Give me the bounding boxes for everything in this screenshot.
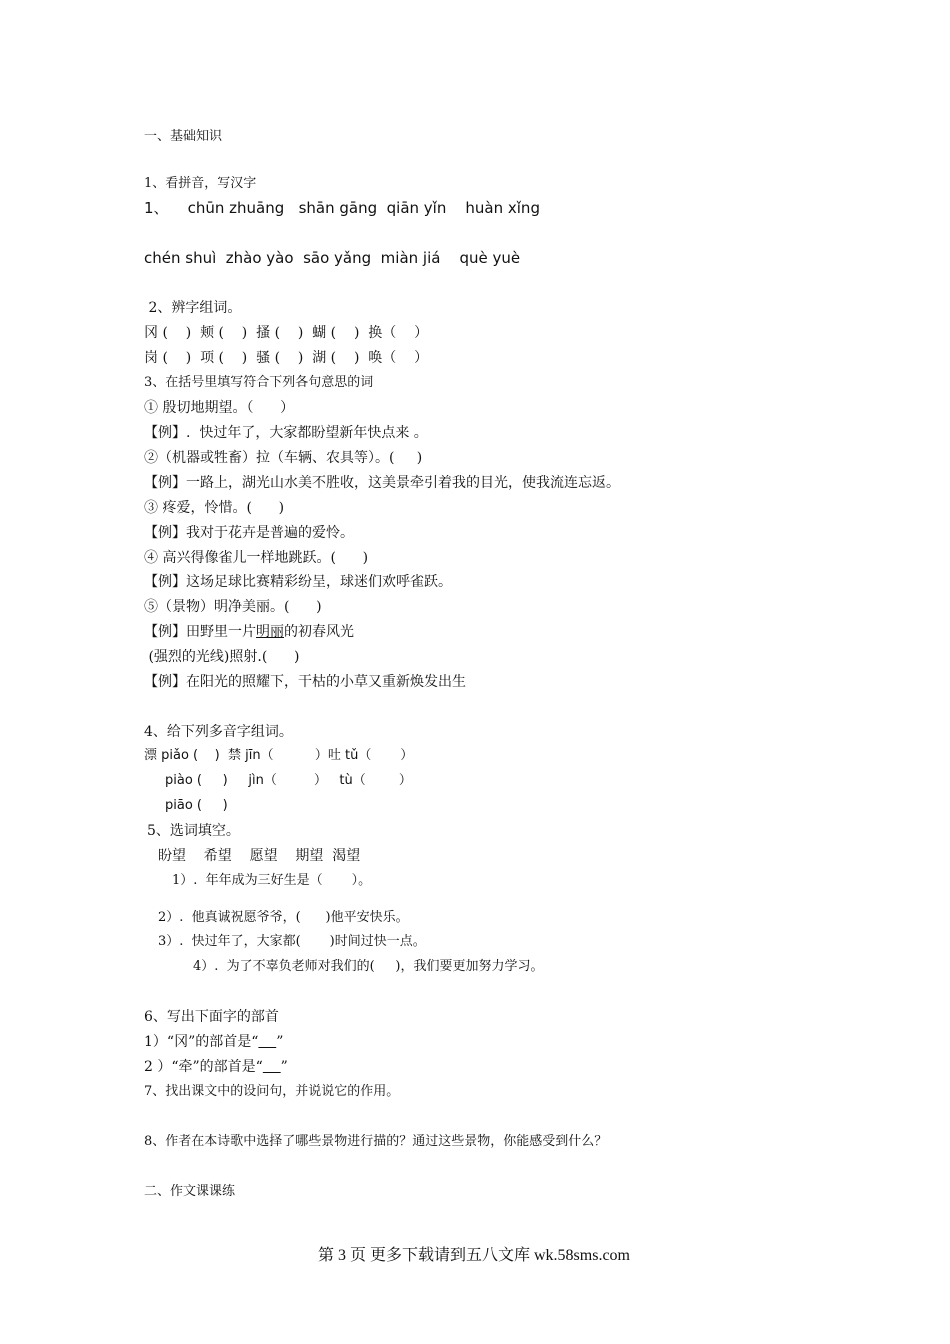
q3-def-2: ②（机器或牲畜）拉（车辆、农具等）。( ) [144, 450, 423, 466]
q3-def-1: ① 殷切地期望。（ ） [144, 400, 295, 416]
q6-line-2-close-quote: ” [280, 1059, 288, 1075]
q6-line-2 [144, 1060, 288, 1074]
q4-title: 4、给下列多音字组词。 [144, 724, 293, 740]
q5-sentence-1: 1）. 年年成为三好生是（ ）。 [172, 873, 372, 888]
q6-title: 6、写出下面字的部首 [144, 1009, 279, 1025]
q4-row-2: piào ( ) jìn（ ） tù（ ） [165, 773, 412, 788]
page-footer: 第 3 页 更多下载请到五八文库 wk.58sms.com [318, 1247, 631, 1264]
q3-title: 3、在括号里填写符合下列各句意思的词 [144, 375, 374, 390]
q3-def-6: (强烈的光线)照射.( ) [144, 649, 300, 665]
q6-line-2-text: 2 ）“牵”的部首是“ [144, 1059, 263, 1075]
q5-sentence-3: 3）. 快过年了，大家都( )时间过快一点。 [158, 934, 426, 949]
q8: 8、作者在本诗歌中选择了哪些景物进行描的？通过这些景物，你能感受到什么？ [144, 1134, 608, 1149]
q3-example-1: 【例】. 快过年了，大家都盼望新年快点来 。 [144, 425, 428, 441]
q5-sentence-4: 4）. 为了不辜负老师对我们的( )，我们要更加努力学习。 [193, 959, 544, 974]
section-1-title: 一、基础知识 [144, 129, 223, 144]
q5-title: 5、选词填空。 [147, 823, 240, 839]
q2-row-1: 冈 ( ) 颊 ( ) 搔 ( ) 蝴 ( ) 换（ ） [144, 325, 429, 341]
q3-example-5-pre: 【例】田野里一片 [144, 624, 256, 640]
q3-example-2: 【例】一路上，湖光山水美不胜收，这美景牵引着我的目光，使我流连忘返。 [144, 475, 620, 491]
section-2-title: 二、作文课课练 [144, 1184, 236, 1199]
q3-example-4: 【例】这场足球比赛精彩纷呈，球迷们欢呼雀跃。 [144, 574, 452, 590]
q7: 7、找出课文中的设问句，并说说它的作用。 [144, 1084, 400, 1099]
q6-line-1 [144, 1035, 283, 1049]
q6-line-1-close-quote: ” [276, 1034, 284, 1050]
q6-line-2-blank [263, 1059, 281, 1075]
q4-row-1: 漂 piǎo ( ) 禁 jīn（ ）吐 tǔ（ ） [144, 748, 414, 763]
q1-pinyin-line-2: chén shuì zhào yào sāo yǎng miàn jiá què yuè [144, 249, 521, 267]
q1-pinyin-line-1: 1、 chūn zhuāng shān gāng qiān yǐn huàn xǐng [144, 199, 540, 217]
q4-row-3: piāo ( ) [165, 798, 228, 813]
q2-title: 2、辨字组词。 [144, 300, 242, 316]
q3-def-3: ③ 疼爱，怜惜。( ) [144, 500, 285, 516]
q5-sentence-2: 2）. 他真诚祝愿爷爷，( )他平安快乐。 [158, 910, 409, 925]
q6-line-1-blank [258, 1034, 276, 1050]
q3-example-6: 【例】在阳光的照耀下，干枯的小草又重新焕发出生 [144, 674, 466, 690]
q3-def-4: ④ 高兴得像雀儿一样地跳跃。( ) [144, 550, 369, 566]
q3-example-3: 【例】我对于花卉是普遍的爱怜。 [144, 525, 354, 541]
q1-title: 1、看拼音，写汉字 [144, 176, 257, 191]
q3-example-5-underlined-word: 明丽 [256, 624, 284, 640]
q5-word-bank: 盼望 希望 愿望 期望 渴望 [158, 848, 361, 864]
q3-def-5: ⑤（景物）明净美丽。( ) [144, 599, 322, 615]
q3-example-5-post: 的初春风光 [284, 624, 354, 640]
q6-line-1-text: 1）“冈”的部首是“ [144, 1034, 259, 1050]
q2-row-2: 岗 ( ) 项 ( ) 骚 ( ) 湖 ( ) 唤（ ） [144, 350, 429, 366]
q3-example-5 [144, 625, 354, 639]
